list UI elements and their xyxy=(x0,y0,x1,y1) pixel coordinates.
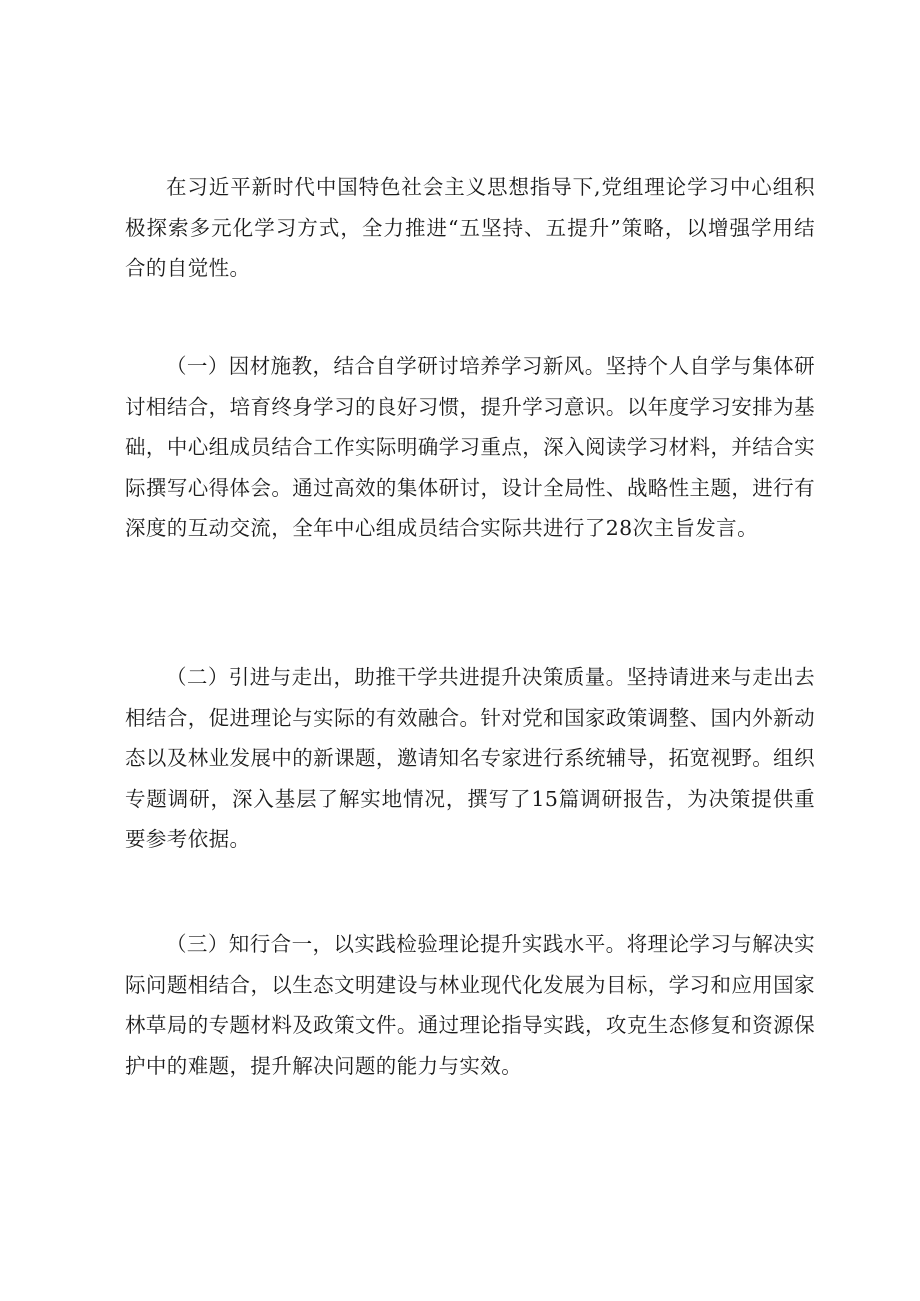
section-two-paragraph: （二）引进与走出，助推干学共进提升决策质量。坚持请进来与走出去相结合，促进理论与实际的有效融合。针对党和国家政策调整、国内外新动态以及林业发展中的新课题，邀请知名专家进行系统辅导，拓宽视野。组织专题调研，深入基层了解实地情况，撰写了15篇调研报告，为决策提供重要参考依据。 xyxy=(125,665,815,852)
intro-paragraph: 在习近平新时代中国特色社会主义思想指导下,党组理论学习中心组积极探索多元化学习方式，全力推进“五坚持、五提升”策略，以增强学用结合的自觉性。 xyxy=(125,175,815,281)
section-one-paragraph: （一）因材施教，结合自学研讨培养学习新风。坚持个人自学与集体研讨相结合，培育终身学习的良好习惯，提升学习意识。以年度学习安排为基础，中心组成员结合工作实际明确学习重点，深入阅读学习材料，并结合实际撰写心得体会。通过高效的集体研讨，设计全局性、战略性主题，进行有深度的互动交流，全年中心组成员结合实际共进行了28次主旨发言。 xyxy=(125,354,815,541)
section-three-paragraph: （三）知行合一，以实践检验理论提升实践水平。将理论学习与解决实际问题相结合，以生态文明建设与林业现代化发展为目标，学习和应用国家林草局的专题材料及政策文件。通过理论指导实践，攻克生态修复和资源保护中的难题，提升解决问题的能力与实效。 xyxy=(125,932,815,1078)
